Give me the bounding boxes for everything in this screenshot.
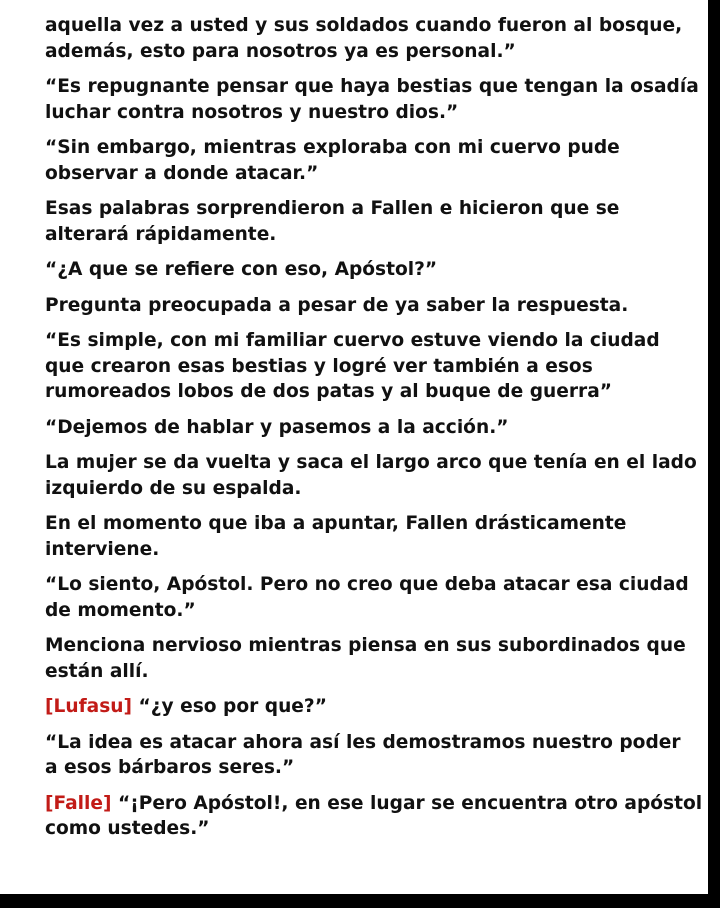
paragraph [45,293,685,319]
text-line: interviene. [45,538,160,560]
paragraph [45,572,689,623]
text-line [45,791,703,817]
text-line: de momento.” [45,599,196,621]
text-line: rumoreados lobos de dos patas y al buque de guerra” [45,381,612,402]
text-line: que crearon esas bestias y logré ver también a esos [45,355,593,377]
text-line: Pregunta preocupada a pesar de ya saber la respuesta. [45,294,629,316]
paragraph [45,257,685,283]
dialogue-paragraph [45,791,703,842]
text-line: alterará rápidamente. [45,223,277,245]
speaker-tag: [Lufasu] [45,696,133,717]
paragraph [45,328,685,405]
text-line [45,694,685,720]
text-line: “Sin embargo, mientras exploraba con mi cuervo pude [45,137,620,158]
dialogue-text: “¿y eso por que?” [132,696,327,717]
paragraph [45,511,685,562]
text-line: observar a donde atacar.” [45,162,319,184]
document-body [45,13,703,852]
paragraph [45,450,697,501]
text-line: “Lo siento, Apóstol. Pero no creo que deba atacar esa ciudad [45,574,689,595]
text-line: La mujer se da vuelta y saca el largo arco que tenía en el lado [45,452,697,473]
paragraph [45,415,685,441]
dialogue-text: “¡Pero Apóstol!, en ese lugar se encuentra otro apóstol [111,792,703,814]
speaker-tag: [Falle] [45,792,112,814]
paragraph [45,13,685,64]
text-line: “Es simple, con mi familiar cuervo estuve viendo la ciudad [45,330,660,351]
text-line: En el momento que iba a apuntar, Fallen drásticamente [45,513,627,534]
text-line: luchar contra nosotros y nuestro dios.” [45,101,459,123]
paragraph [45,74,699,125]
text-line: “La idea es atacar ahora así les demostramos nuestro poder [45,731,681,753]
text-line: “¿A que se refiere con eso, Apóstol?” [45,259,438,280]
dialogue-paragraph [45,694,685,720]
paragraph [45,633,685,684]
text-line: Menciona nervioso mientras piensa en sus subordinados que [45,635,686,656]
text-line: a esos bárbaros seres.” [45,757,295,778]
text-line: “Es repugnante pensar que haya bestias que tengan la osadía [45,76,699,97]
text-line: aquella vez a usted y sus soldados cuando fueron al bosque, [45,15,683,36]
text-line: como ustedes.” [45,818,210,839]
text-line: están allí. [45,660,149,682]
paragraph [45,730,685,781]
paragraph [45,196,685,247]
text-line: “Dejemos de hablar y pasemos a la acción.” [45,416,509,438]
paragraph [45,135,685,186]
text-line: izquierdo de su espalda. [45,477,302,499]
text-line: además, esto para nosotros ya es personal.” [45,40,516,62]
text-line: Esas palabras sorprendieron a Fallen e hicieron que se [45,198,620,219]
